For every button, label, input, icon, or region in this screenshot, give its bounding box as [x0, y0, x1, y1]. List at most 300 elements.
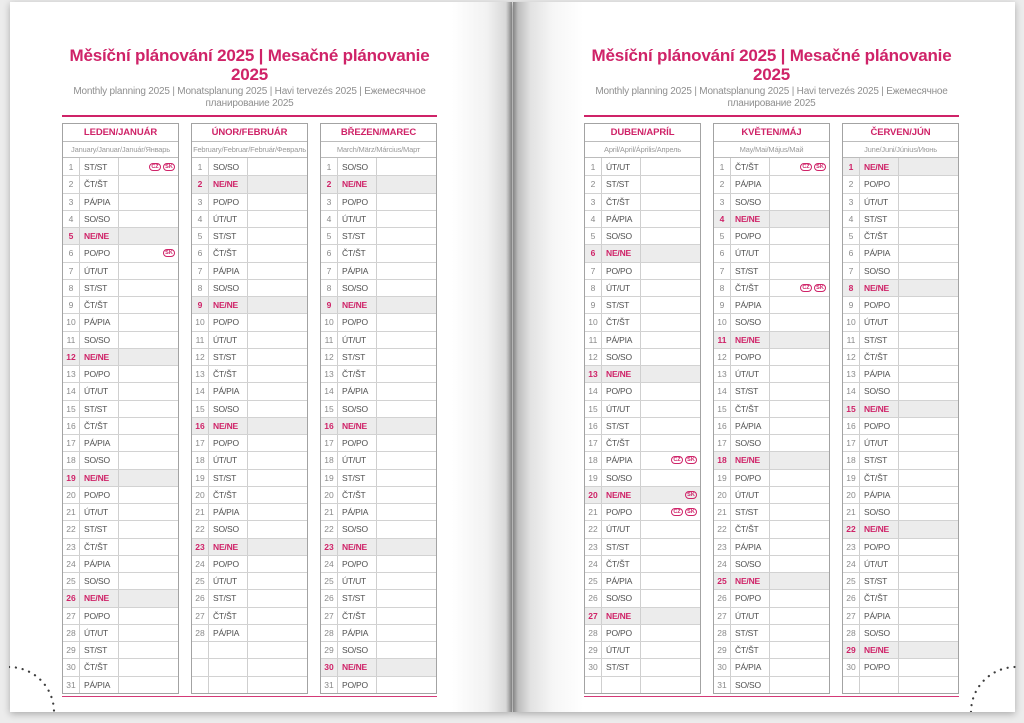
day-number: 7	[68, 265, 74, 276]
notes-cell	[376, 452, 436, 468]
day-number: 14	[846, 386, 856, 397]
day-label: ČT/ŠT	[730, 158, 769, 175]
notes-cell	[247, 211, 307, 227]
notes-cell	[898, 659, 958, 675]
day-label: NE/NE	[208, 297, 247, 313]
notes-cell	[769, 349, 829, 365]
day-label: PO/PO	[859, 659, 898, 675]
day-row	[585, 658, 700, 675]
notes-cell	[376, 228, 436, 244]
day-number: 8	[719, 282, 725, 293]
day-label: ČT/ŠT	[730, 521, 769, 537]
month-title: ČERVEN/JÚN	[843, 124, 958, 142]
day-number: 6	[326, 248, 332, 259]
day-row	[63, 572, 178, 589]
day-number: 3	[326, 196, 332, 207]
day-number: 15	[846, 403, 856, 414]
day-number: 4	[848, 213, 854, 224]
day-number: 9	[68, 300, 74, 311]
day-label: SO/SO	[337, 280, 376, 296]
day-label: ST/ST	[79, 642, 118, 658]
day-row	[192, 400, 307, 417]
day-row	[63, 589, 178, 606]
day-label: ČT/ŠT	[337, 366, 376, 382]
day-row	[192, 313, 307, 330]
month-subtitle: February/Februar/Február/Февраль	[192, 142, 307, 158]
day-number: 5	[590, 231, 596, 242]
day-row	[843, 641, 958, 658]
day-label: PÁ/PIA	[337, 383, 376, 399]
day-label: SO/SO	[208, 158, 247, 175]
day-number: 23	[324, 541, 334, 552]
day-row	[321, 486, 436, 503]
day-row	[321, 417, 436, 434]
notes-cell	[769, 504, 829, 520]
day-label: SO/SO	[337, 642, 376, 658]
day-number: 19	[66, 472, 76, 483]
day-row	[63, 365, 178, 382]
day-label: PÁ/PIA	[601, 573, 640, 589]
day-label: NE/NE	[337, 176, 376, 192]
day-label: SO/SO	[859, 383, 898, 399]
day-number: 1	[590, 161, 596, 172]
day-label: ÚT/UT	[337, 211, 376, 227]
notes-cell	[769, 659, 829, 675]
day-number: 10	[66, 317, 76, 328]
day-row	[843, 331, 958, 348]
day-number: 14	[324, 386, 334, 397]
day-label: PO/PO	[859, 176, 898, 192]
day-label: ČT/ŠT	[730, 642, 769, 658]
day-number: 16	[717, 420, 727, 431]
day-number: 13	[195, 369, 205, 380]
notes-cell	[376, 418, 436, 434]
day-row	[63, 676, 178, 693]
day-number: 22	[324, 524, 334, 535]
day-label: ÚT/UT	[79, 504, 118, 520]
day-row	[63, 279, 178, 296]
day-row	[714, 469, 829, 486]
notes-cell	[898, 194, 958, 210]
day-number: 15	[588, 403, 598, 414]
day-label: ST/ST	[337, 228, 376, 244]
day-number: 23	[717, 541, 727, 552]
day-number: 18	[66, 455, 76, 466]
day-number: 4	[719, 213, 725, 224]
day-number: 3	[590, 196, 596, 207]
day-number: 24	[588, 558, 598, 569]
day-row	[714, 262, 829, 279]
notes-cell	[247, 487, 307, 503]
notes-cell	[118, 470, 178, 486]
notes-cell	[118, 521, 178, 537]
day-label: PÁ/PIA	[208, 504, 247, 520]
day-label: PO/PO	[601, 504, 640, 520]
day-label: ÚT/UT	[859, 556, 898, 572]
day-label: ÚT/UT	[601, 158, 640, 175]
day-row	[63, 538, 178, 555]
day-row	[585, 641, 700, 658]
page-left-content	[62, 2, 437, 697]
notes-cell	[376, 521, 436, 537]
day-label: SO/SO	[601, 590, 640, 606]
day-label: ÚT/UT	[208, 452, 247, 468]
notes-cell	[376, 556, 436, 572]
day-row	[843, 175, 958, 192]
day-label: PÁ/PIA	[859, 366, 898, 382]
notes-cell	[640, 556, 700, 572]
day-label: ČT/ŠT	[730, 401, 769, 417]
day-number: 11	[66, 334, 76, 345]
notes-cell	[898, 176, 958, 192]
day-number: 26	[195, 593, 205, 604]
day-number: 29	[588, 645, 598, 656]
day-number: 20	[195, 489, 205, 500]
day-label: ÚT/UT	[79, 263, 118, 279]
day-number: 15	[66, 403, 76, 414]
day-label: SO/SO	[730, 435, 769, 451]
day-row	[714, 486, 829, 503]
day-row	[843, 348, 958, 365]
day-row	[585, 469, 700, 486]
holiday-badge-sk: SK	[814, 284, 826, 292]
day-label: ST/ST	[730, 504, 769, 520]
day-number: 18	[324, 455, 334, 466]
day-number: 14	[195, 386, 205, 397]
notes-cell	[898, 418, 958, 434]
day-label: ST/ST	[337, 349, 376, 365]
notes-cell	[769, 228, 829, 244]
day-number: 21	[324, 507, 334, 518]
page-right-content	[584, 2, 959, 697]
day-number: 26	[588, 593, 598, 604]
day-row	[843, 589, 958, 606]
notes-cell	[769, 176, 829, 192]
notes-cell	[769, 245, 829, 261]
day-row	[585, 227, 700, 244]
day-label: PO/PO	[337, 435, 376, 451]
day-label: ÚT/UT	[208, 573, 247, 589]
day-label: PO/PO	[337, 194, 376, 210]
day-number: 26	[846, 593, 856, 604]
day-label: PÁ/PIA	[730, 297, 769, 313]
day-label: ÚT/UT	[730, 608, 769, 624]
notes-cell	[247, 573, 307, 589]
day-row	[63, 451, 178, 468]
notes-cell	[769, 435, 829, 451]
notes-cell	[640, 504, 700, 520]
day-number: 13	[588, 369, 598, 380]
notes-cell	[898, 608, 958, 624]
day-number: 23	[195, 541, 205, 552]
notes-cell	[118, 194, 178, 210]
notes-cell	[118, 590, 178, 606]
day-label: PO/PO	[208, 435, 247, 451]
notes-cell	[769, 158, 829, 175]
day-row	[843, 451, 958, 468]
day-row	[192, 331, 307, 348]
notes-cell	[376, 573, 436, 589]
day-label: PO/PO	[859, 297, 898, 313]
notes-cell	[118, 366, 178, 382]
day-number: 22	[846, 524, 856, 535]
day-number: 30	[588, 662, 598, 673]
day-label: PÁ/PIA	[601, 452, 640, 468]
notes-cell	[118, 158, 178, 175]
day-number: 8	[590, 282, 596, 293]
day-row	[843, 365, 958, 382]
day-label: PO/PO	[859, 418, 898, 434]
notes-cell	[769, 608, 829, 624]
day-row	[843, 313, 958, 330]
day-row	[321, 572, 436, 589]
notes-cell	[118, 176, 178, 192]
day-label: NE/NE	[208, 539, 247, 555]
day-label: ÚT/UT	[337, 332, 376, 348]
day-number: 7	[719, 265, 725, 276]
notes-cell	[769, 642, 829, 658]
notes-cell	[769, 625, 829, 641]
day-row	[192, 382, 307, 399]
day-label: PO/PO	[208, 194, 247, 210]
day-row	[714, 227, 829, 244]
notes-cell	[118, 297, 178, 313]
day-label: ST/ST	[601, 176, 640, 192]
day-label: ÚT/UT	[730, 366, 769, 382]
month-table-june	[842, 123, 959, 694]
day-label: ČT/ŠT	[208, 608, 247, 624]
day-label: SO/SO	[208, 521, 247, 537]
day-row	[843, 572, 958, 589]
page-subtitle: Monthly planning 2025 | Monatsplanung 2025 | Havi tervezés 2025 | Ежемесячное планирование 2025	[73, 86, 426, 109]
day-row	[321, 227, 436, 244]
notes-cell	[640, 590, 700, 606]
day-row	[63, 227, 178, 244]
day-row	[714, 658, 829, 675]
holiday-badge-sk: SK	[814, 163, 826, 171]
day-row	[843, 227, 958, 244]
notes-cell	[769, 383, 829, 399]
notes-cell	[247, 470, 307, 486]
day-row	[843, 538, 958, 555]
day-number: 25	[66, 576, 76, 587]
day-label: ÚT/UT	[79, 383, 118, 399]
notes-cell	[376, 314, 436, 330]
day-label: SO/SO	[601, 228, 640, 244]
day-label: SO/SO	[79, 452, 118, 468]
day-row	[63, 158, 178, 175]
day-label: ÚT/UT	[208, 211, 247, 227]
notes-cell	[247, 314, 307, 330]
day-number: 11	[324, 334, 334, 345]
day-number: 20	[66, 489, 76, 500]
notes-cell	[247, 366, 307, 382]
day-row	[321, 607, 436, 624]
notes-cell	[376, 590, 436, 606]
day-row	[585, 538, 700, 555]
day-number: 3	[719, 196, 725, 207]
day-label: SO/SO	[859, 263, 898, 279]
day-number: 11	[195, 334, 205, 345]
notes-cell	[118, 349, 178, 365]
day-number: 14	[66, 386, 76, 397]
day-row	[321, 589, 436, 606]
notes-cell	[898, 435, 958, 451]
notes-cell	[376, 158, 436, 175]
day-label: NE/NE	[859, 401, 898, 417]
day-number: 28	[324, 627, 334, 638]
day-number: 5	[68, 231, 74, 242]
day-number: 29	[66, 645, 76, 656]
day-row	[63, 210, 178, 227]
notes-cell	[118, 401, 178, 417]
day-number: 1	[719, 161, 725, 172]
day-label: PO/PO	[337, 314, 376, 330]
month-table-january	[62, 123, 179, 694]
day-label: PÁ/PIA	[601, 332, 640, 348]
day-row	[192, 555, 307, 572]
day-row	[321, 331, 436, 348]
holiday-badge-cz: CZ	[800, 284, 812, 292]
day-number: 28	[195, 627, 205, 638]
notes-cell	[769, 401, 829, 417]
day-number: 17	[588, 438, 598, 449]
day-label: PÁ/PIA	[730, 176, 769, 192]
day-label: ČT/ŠT	[730, 280, 769, 296]
day-label: SO/SO	[730, 314, 769, 330]
day-row	[63, 382, 178, 399]
day-row	[714, 400, 829, 417]
day-row	[714, 572, 829, 589]
day-number: 29	[846, 645, 856, 656]
day-number: 24	[66, 558, 76, 569]
day-row	[843, 210, 958, 227]
day-number: 22	[66, 524, 76, 535]
notes-cell	[247, 625, 307, 641]
notes-cell	[769, 194, 829, 210]
day-number: 1	[197, 161, 203, 172]
day-row	[585, 158, 700, 175]
notes-cell	[247, 659, 307, 675]
day-row	[714, 348, 829, 365]
day-number	[843, 677, 859, 693]
notes-cell	[898, 349, 958, 365]
day-number: 12	[717, 351, 727, 362]
day-label: ÚT/UT	[730, 245, 769, 261]
months-right	[584, 123, 959, 694]
notes-cell	[898, 677, 958, 693]
day-number: 16	[588, 420, 598, 431]
notes-cell	[376, 487, 436, 503]
day-number: 24	[717, 558, 727, 569]
notes-cell	[640, 642, 700, 658]
notes-cell	[376, 470, 436, 486]
day-number: 19	[324, 472, 334, 483]
day-row	[585, 210, 700, 227]
day-row	[843, 676, 958, 693]
day-row	[321, 296, 436, 313]
day-label: ÚT/UT	[859, 435, 898, 451]
day-row	[321, 434, 436, 451]
notes-cell	[640, 297, 700, 313]
day-row	[192, 572, 307, 589]
holiday-badge-cz: CZ	[800, 163, 812, 171]
day-number: 24	[195, 558, 205, 569]
month-title: DUBEN/APRÍL	[585, 124, 700, 142]
notes-cell	[640, 349, 700, 365]
notes-cell	[640, 521, 700, 537]
notes-cell	[898, 590, 958, 606]
notes-cell	[376, 383, 436, 399]
notes-cell	[376, 642, 436, 658]
day-row	[714, 555, 829, 572]
notes-cell	[118, 556, 178, 572]
notes-cell	[640, 418, 700, 434]
day-row	[585, 434, 700, 451]
notes-cell	[118, 383, 178, 399]
notes-cell	[118, 435, 178, 451]
notes-cell	[118, 211, 178, 227]
notes-cell	[376, 659, 436, 675]
day-label: PO/PO	[337, 556, 376, 572]
day-row	[192, 279, 307, 296]
day-number: 10	[717, 317, 727, 328]
day-row	[714, 296, 829, 313]
day-number: 27	[324, 610, 334, 621]
day-number: 2	[197, 179, 203, 190]
day-label: NE/NE	[859, 158, 898, 175]
day-number: 22	[195, 524, 205, 535]
day-label: PÁ/PIA	[79, 556, 118, 572]
day-label: SO/SO	[730, 194, 769, 210]
notes-cell	[769, 590, 829, 606]
day-label: ÚT/UT	[208, 332, 247, 348]
day-row	[714, 244, 829, 261]
notes-cell	[376, 263, 436, 279]
day-row	[585, 555, 700, 572]
day-row	[843, 193, 958, 210]
day-row	[63, 175, 178, 192]
day-number: 27	[66, 610, 76, 621]
day-number: 31	[324, 679, 334, 690]
day-number: 2	[326, 179, 332, 190]
notes-cell	[118, 228, 178, 244]
day-label: SO/SO	[730, 677, 769, 693]
day-row	[714, 313, 829, 330]
notes-cell	[247, 677, 307, 693]
notes-cell	[898, 556, 958, 572]
header-rule	[584, 115, 959, 117]
day-row	[321, 624, 436, 641]
day-number: 8	[197, 282, 203, 293]
day-number: 30	[66, 662, 76, 673]
day-label: PÁ/PIA	[337, 263, 376, 279]
notes-cell	[118, 280, 178, 296]
day-number: 21	[846, 507, 856, 518]
day-label: ČT/ŠT	[79, 539, 118, 555]
day-row	[321, 503, 436, 520]
day-row	[321, 469, 436, 486]
day-row	[714, 279, 829, 296]
day-label: NE/NE	[79, 228, 118, 244]
day-row	[843, 624, 958, 641]
day-label: NE/NE	[601, 608, 640, 624]
notes-cell	[640, 401, 700, 417]
day-number: 25	[588, 576, 598, 587]
day-row	[321, 365, 436, 382]
holiday-badge-sk: SK	[685, 508, 697, 516]
day-label: NE/NE	[601, 245, 640, 261]
